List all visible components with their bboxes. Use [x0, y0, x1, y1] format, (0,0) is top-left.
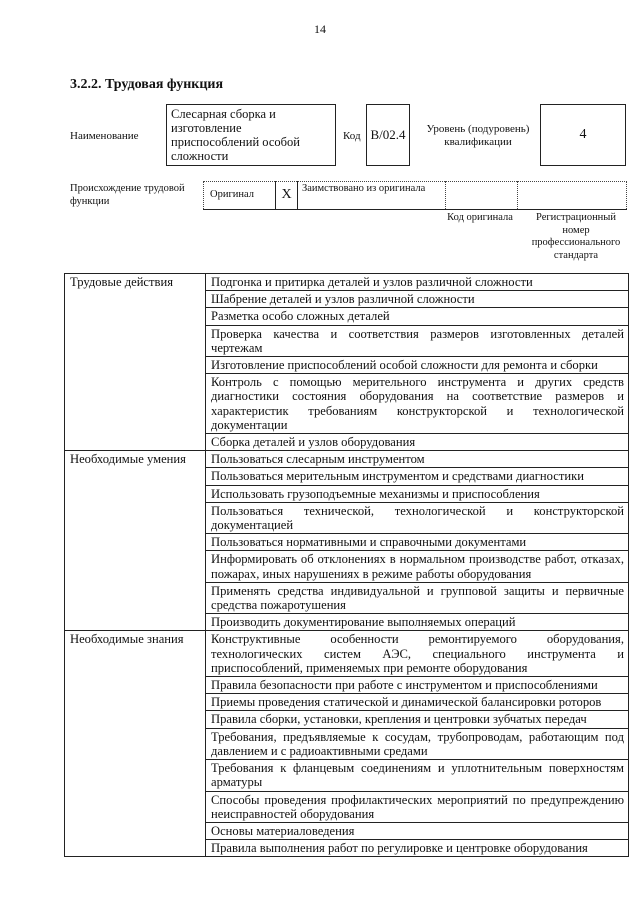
function-details-table: [64, 273, 629, 857]
category-cell: Трудовые действия: [65, 274, 206, 451]
reg-number-label: Регистрационный номер профессионального стандарта: [531, 212, 621, 261]
item-cell: Контроль с помощью мерительного инструмента и других средств диагностики состояния оборудования на соответствие размеров и характеристик требованиям конструкторской и технологической документации: [206, 374, 629, 434]
item-cell: Конструктивные особенности ремонтируемого оборудования, технологических систем АЭС, специального инструмента и приспособлений, применяемых при ремонте оборудования: [206, 631, 629, 677]
table-row: [65, 274, 629, 291]
name-label: Наименование: [70, 130, 139, 142]
original-mark: X: [275, 181, 297, 209]
category-cell: Необходимые умения: [65, 451, 206, 631]
item-cell: Информировать об отклонениях в нормальном производстве работ, отказах, пожарах, иных нарушениях в режиме работы оборудования: [206, 551, 629, 582]
table-row: [65, 631, 629, 677]
item-cell: Требования к фланцевым соединениям и уплотнительным поверхностям арматуры: [206, 760, 629, 791]
item-cell: Разметка особо сложных деталей: [206, 308, 629, 325]
origin-row: [203, 181, 627, 209]
item-cell: Производить документирование выполняемых операций: [206, 614, 629, 631]
page-number: 14: [314, 22, 326, 36]
origin-label: Происхождение трудовой функции: [70, 183, 185, 207]
origin-row-bottom-border: [203, 209, 627, 210]
item-cell: Сборка деталей и узлов оборудования: [206, 434, 629, 451]
qualification-level-box: 4: [540, 104, 626, 166]
item-cell: Требования, предъявляемые к сосудам, трубопроводам, работающим под давлением и с радиоактивными средами: [206, 728, 629, 759]
item-cell: Пользоваться технической, технологической и конструкторской документацией: [206, 502, 629, 533]
borrowed-label: Заимствовано из оригинала: [297, 181, 445, 209]
item-cell: Использовать грузоподъемные механизмы и приспособления: [206, 485, 629, 502]
item-cell: Основы материаловедения: [206, 822, 629, 839]
code-original-label: Код оригинала: [447, 212, 513, 223]
item-cell: Правила выполнения работ по регулировке и центровке оборудования: [206, 840, 629, 857]
item-cell: Пользоваться нормативными и справочными документами: [206, 534, 629, 551]
item-cell: Способы проведения профилактических мероприятий по предупреждению неисправностей оборудования: [206, 791, 629, 822]
item-cell: Правила безопасности при работе с инструментом и приспособлениями: [206, 677, 629, 694]
item-cell: Правила сборки, установки, крепления и центровки зубчатых передач: [206, 711, 629, 728]
original-label: Оригинал: [203, 181, 275, 209]
item-cell: Приемы проведения статической и динамической балансировки роторов: [206, 694, 629, 711]
item-cell: Применять средства индивидуальной и групповой защиты и первичные средства пожаротушения: [206, 582, 629, 613]
item-cell: Проверка качества и соответствия размеров изготовленных деталей чертежам: [206, 325, 629, 356]
level-label: Уровень (подуровень) квалификации: [426, 123, 530, 148]
reg-number-cell: [517, 181, 627, 209]
item-cell: Подгонка и притирка деталей и узлов различной сложности: [206, 274, 629, 291]
category-cell: Необходимые знания: [65, 631, 206, 857]
function-code-box: B/02.4: [366, 104, 410, 166]
code-label: Код: [343, 130, 361, 142]
item-cell: Пользоваться слесарным инструментом: [206, 451, 629, 468]
code-original-cell: [445, 181, 517, 209]
item-cell: Пользоваться мерительным инструментом и средствами диагностики: [206, 468, 629, 485]
item-cell: Изготовление приспособлений особой сложности для ремонта и сборки: [206, 357, 629, 374]
item-cell: Шабрение деталей и узлов различной сложности: [206, 291, 629, 308]
section-title: 3.2.2. Трудовая функция: [70, 77, 224, 92]
table-row: [65, 451, 629, 468]
function-name-box: Слесарная сборка и изготовление приспособлений особой сложности: [166, 104, 336, 166]
